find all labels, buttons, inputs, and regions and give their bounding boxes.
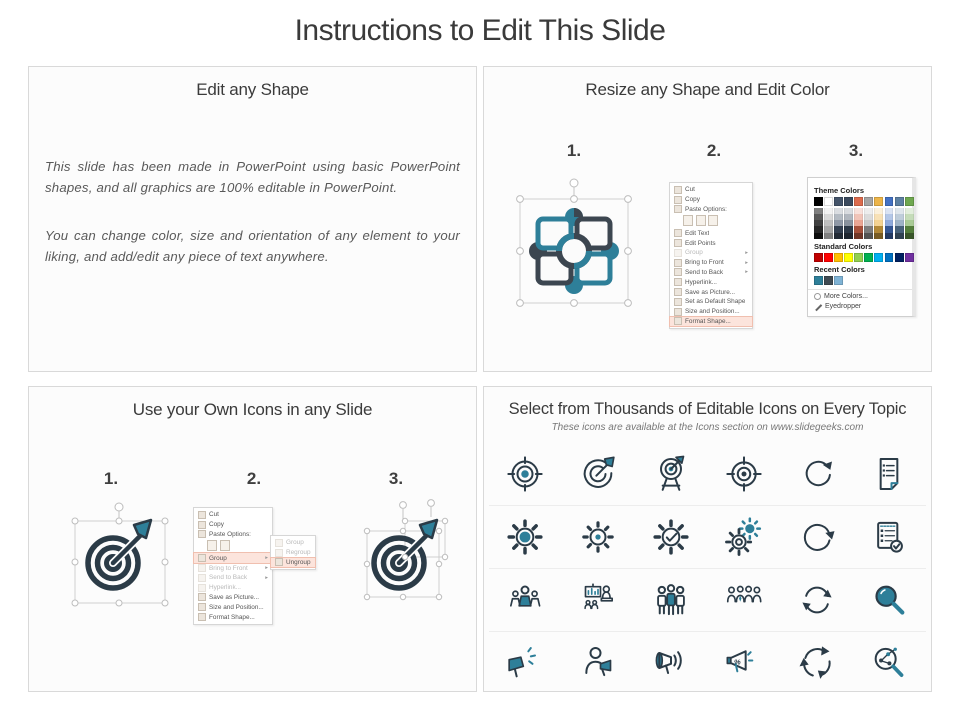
menu-item-icon <box>674 239 682 247</box>
menu-item-icon <box>275 539 283 547</box>
menu-item-paste-options[interactable]: Paste Options: <box>194 530 272 540</box>
presentation-meeting-icon[interactable] <box>562 569 635 631</box>
menu-item-size-and-position[interactable]: Size and Position... <box>670 307 752 317</box>
menu-item-icon <box>674 278 682 286</box>
color-swatch[interactable] <box>895 233 904 239</box>
color-swatch[interactable] <box>874 233 883 239</box>
step-number-2: 2. <box>706 141 722 160</box>
color-swatch[interactable] <box>885 253 894 262</box>
color-swatch[interactable] <box>814 233 823 239</box>
selected-shape-illustration <box>508 171 640 324</box>
panel-title: Resize any Shape and Edit Color <box>585 80 830 99</box>
menu-item-ungroup[interactable]: Ungroup <box>271 558 315 568</box>
cycle-arrows-icon[interactable] <box>780 632 853 694</box>
menu-item-icon <box>198 554 206 562</box>
team-leader-icon[interactable] <box>489 569 562 631</box>
color-swatch[interactable] <box>874 253 883 262</box>
shape-context-menu <box>669 182 753 329</box>
gear-solid-core-icon[interactable] <box>489 506 562 568</box>
menu-item-copy[interactable]: Copy <box>194 520 272 530</box>
color-swatch[interactable] <box>834 276 843 285</box>
panel-title: Use your Own Icons in any Slide <box>132 400 373 419</box>
color-group-label: Standard Colors <box>814 241 873 251</box>
panel-title: Edit any Shape <box>196 80 309 99</box>
svg-text:%: % <box>733 657 741 667</box>
color-picker-panel <box>807 177 916 317</box>
menu-item-format-shape[interactable]: Format Shape... <box>670 317 752 327</box>
panel-title: Select from Thousands of Editable Icons on Every Topic <box>508 400 907 418</box>
icon-library-subtitle: These icons are available at the Icons section on www.slidegeeks.com <box>551 422 864 433</box>
refresh-arrow-icon[interactable] <box>780 506 853 568</box>
menu-item-icon <box>275 558 283 566</box>
step-number-3: 3. <box>848 141 864 160</box>
rotate-handle-icon <box>115 503 123 511</box>
icon-row <box>489 505 926 568</box>
target-crosshair-icon[interactable] <box>489 443 562 505</box>
menu-item-icon <box>674 205 682 213</box>
color-swatch[interactable] <box>864 197 873 206</box>
color-swatch[interactable] <box>814 197 823 206</box>
ungrouped-target-icon-illustration <box>347 495 469 626</box>
menu-item-icon <box>198 530 206 538</box>
checklist-document-icon[interactable] <box>853 443 926 505</box>
double-gears-icon[interactable] <box>707 506 780 568</box>
menu-item-edit-points[interactable]: Edit Points <box>670 238 752 248</box>
menu-item-icon <box>198 593 206 601</box>
color-swatch[interactable] <box>874 197 883 206</box>
panel-own-icons <box>28 386 477 692</box>
color-swatch[interactable] <box>864 253 873 262</box>
dartboard-dart-icon[interactable] <box>562 443 635 505</box>
color-swatch[interactable] <box>895 197 904 206</box>
menu-item-icon <box>674 229 682 237</box>
color-swatch[interactable] <box>854 253 863 262</box>
menu-item-copy[interactable]: Copy <box>670 195 752 205</box>
announcer-person-icon[interactable] <box>562 632 635 694</box>
menu-item-icon <box>198 574 206 582</box>
color-group-label: Theme Colors <box>814 186 865 195</box>
menu-item-icon <box>674 308 682 316</box>
color-swatch[interactable] <box>814 253 823 262</box>
menu-item-paste-options[interactable]: Paste Options: <box>670 205 752 215</box>
color-swatch[interactable] <box>854 197 863 206</box>
magnifier-icon[interactable] <box>853 569 926 631</box>
color-swatch[interactable] <box>885 233 894 239</box>
sync-arrows-icon[interactable] <box>780 569 853 631</box>
menu-item-edit-text[interactable]: Edit Text <box>670 228 752 238</box>
menu-item-icon <box>674 259 682 267</box>
more-colors-item[interactable]: More Colors... <box>814 292 906 302</box>
menu-item-icon <box>198 613 206 621</box>
step-number-3: 3. <box>388 469 404 488</box>
color-swatch[interactable] <box>834 233 843 239</box>
menu-item-save-as-picture[interactable]: Save as Picture... <box>194 593 272 603</box>
rotate-arrow-icon[interactable] <box>780 443 853 505</box>
menu-item-icon <box>198 521 206 529</box>
panel-resize-shape <box>483 66 932 372</box>
color-swatch[interactable] <box>905 233 914 239</box>
color-wheel-icon <box>814 293 821 300</box>
color-swatch[interactable] <box>824 276 833 285</box>
color-swatch[interactable] <box>814 276 823 285</box>
dartboard-stand-icon[interactable] <box>635 443 708 505</box>
color-swatch[interactable] <box>824 233 833 239</box>
color-swatch[interactable] <box>905 253 914 262</box>
icon-context-menu <box>193 507 273 625</box>
menu-item-set-as-default-shape[interactable]: Set as Default Shape <box>670 297 752 307</box>
gear-small-core-icon[interactable] <box>562 506 635 568</box>
color-swatch[interactable] <box>885 197 894 206</box>
menu-item-hyperlink[interactable]: Hyperlink... <box>194 583 272 593</box>
megaphone-icon[interactable] <box>489 632 562 694</box>
paste-option-icons[interactable] <box>670 214 752 228</box>
color-swatch[interactable] <box>824 253 833 262</box>
menu-item-send-to-back[interactable]: Send to Back ▸ <box>670 268 752 278</box>
menu-item-bring-to-front[interactable]: Bring to Front ▸ <box>194 563 272 573</box>
panel-edit-any-shape <box>28 66 477 372</box>
group-submenu <box>270 535 316 570</box>
selected-target-icon-illustration <box>61 495 181 626</box>
task-list-check-icon[interactable] <box>853 506 926 568</box>
menu-item-icon <box>674 268 682 276</box>
color-swatch[interactable] <box>844 253 853 262</box>
team-three-icon[interactable] <box>635 569 708 631</box>
step-number-1: 1. <box>103 469 119 488</box>
menu-item-save-as-picture[interactable]: Save as Picture... <box>670 287 752 297</box>
color-group-label: Recent Colors <box>814 264 865 274</box>
color-swatch[interactable] <box>834 253 843 262</box>
megaphone-waves-icon[interactable] <box>635 632 708 694</box>
menu-item-size-and-position[interactable]: Size and Position... <box>194 602 272 612</box>
menu-item-icon <box>198 564 206 572</box>
menu-item-icon <box>198 603 206 611</box>
menu-item-icon <box>198 584 206 592</box>
menu-item-hyperlink[interactable]: Hyperlink... <box>670 277 752 287</box>
panel-icon-library <box>483 386 932 692</box>
rotate-handle-icon <box>570 179 578 187</box>
menu-item-icon <box>674 186 682 194</box>
color-swatch[interactable] <box>864 233 873 239</box>
color-swatch[interactable] <box>844 197 853 206</box>
step-number-2: 2. <box>246 469 262 488</box>
menu-item-send-to-back[interactable]: Send to Back ▸ <box>194 573 272 583</box>
menu-item-group[interactable]: Group ▸ <box>670 248 752 258</box>
icon-grid <box>489 443 926 694</box>
menu-item-group[interactable]: Group ▸ <box>194 553 272 563</box>
search-share-icon[interactable] <box>853 632 926 694</box>
crosshair-target-icon[interactable] <box>707 443 780 505</box>
gear-checkmark-icon[interactable] <box>635 506 708 568</box>
menu-item-icon <box>674 249 682 257</box>
icon-row <box>489 568 926 631</box>
menu-item-cut[interactable]: Cut <box>670 185 752 195</box>
step-number-1: 1. <box>566 141 582 160</box>
menu-item-icon <box>674 288 682 296</box>
color-swatch[interactable] <box>834 197 843 206</box>
menu-item-icon <box>275 549 283 557</box>
icon-row <box>489 631 926 694</box>
color-swatch[interactable] <box>824 197 833 206</box>
edit-shape-paragraph-2: You can change color, size and orientation of any element to your liking, and add/edit any piece of text anywhere. <box>45 228 460 265</box>
menu-item-format-shape[interactable]: Format Shape... <box>194 612 272 622</box>
group-people-icon[interactable] <box>707 569 780 631</box>
menu-item-icon <box>674 196 682 204</box>
menu-item-group[interactable]: Group <box>271 538 315 548</box>
menu-item-icon <box>674 317 682 325</box>
eyedropper-icon <box>814 302 822 310</box>
menu-item-bring-to-front[interactable]: Bring to Front ▸ <box>670 258 752 268</box>
menu-item-cut[interactable]: Cut <box>194 510 272 520</box>
icon-row <box>489 443 926 505</box>
page-title: Instructions to Edit This Slide <box>294 14 666 47</box>
menu-item-icon <box>674 298 682 306</box>
eyedropper-item[interactable]: Eyedropper <box>814 302 906 312</box>
promotion-percent-icon[interactable] <box>707 632 780 694</box>
paste-option-icons[interactable] <box>194 539 272 553</box>
edit-shape-paragraph-1: This slide has been made in PowerPoint using basic PowerPoint shapes, and all graphics are 100% editable in PowerPoint. <box>45 159 460 196</box>
menu-item-icon <box>198 511 206 519</box>
color-swatch[interactable] <box>844 233 853 239</box>
menu-item-regroup[interactable]: Regroup <box>271 548 315 558</box>
color-swatch[interactable] <box>905 197 914 206</box>
color-swatch[interactable] <box>895 253 904 262</box>
color-swatch[interactable] <box>854 233 863 239</box>
